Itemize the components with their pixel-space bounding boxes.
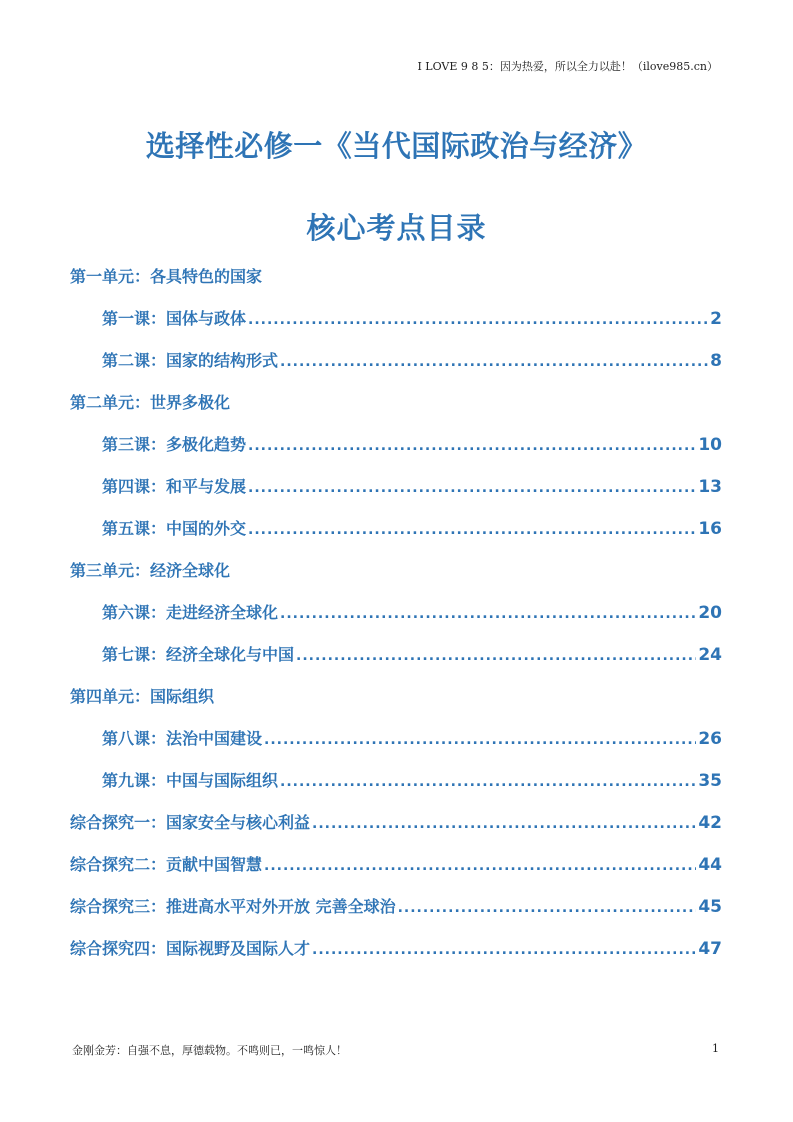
toc-entry-label: 第九课：中国与国际组织 [102, 771, 279, 790]
document-subtitle: 核心考点目录 [306, 211, 487, 245]
toc-page-number: 20 [698, 603, 722, 623]
footer-motto: 金刚金芳：自强不息，厚德载物。不鸣则已，一鸣惊人！ [72, 1044, 347, 1057]
footer-page-number: 1 [712, 1042, 719, 1055]
toc-entry-label: 第七课：经济全球化与中国 [102, 645, 295, 664]
toc-entry-label: 第五课：中国的外交 [102, 519, 247, 538]
toc-dot-leader [248, 471, 696, 505]
toc-entry-label: 第四课：和平与发展 [102, 477, 247, 496]
toc-dot-leader [312, 807, 696, 841]
toc-unit-row [70, 680, 722, 722]
toc-unit-row [70, 260, 722, 302]
toc-lesson-row[interactable] [70, 722, 722, 764]
toc-dot-leader [398, 891, 697, 925]
table-of-contents [70, 260, 722, 974]
toc-entry-label: 综合探究一：国家安全与核心利益 [70, 813, 311, 832]
toc-lesson-row[interactable] [70, 638, 722, 680]
toc-entry-label: 第四单元：国际组织 [70, 687, 215, 706]
toc-page-number: 45 [698, 897, 722, 917]
toc-topic-row[interactable] [70, 932, 722, 974]
toc-entry-label: 第二单元：世界多极化 [70, 393, 231, 412]
toc-page-number: 42 [698, 813, 722, 833]
toc-lesson-row[interactable] [70, 428, 722, 470]
toc-lesson-row[interactable] [70, 470, 722, 512]
toc-entry-label: 第八课：法治中国建设 [102, 729, 263, 748]
toc-dot-leader [312, 933, 696, 967]
toc-lesson-row[interactable] [70, 344, 722, 386]
toc-page-number: 10 [698, 435, 722, 455]
toc-lesson-row[interactable] [70, 302, 722, 344]
toc-entry-label: 综合探究三：推进高水平对外开放 完善全球治 [70, 897, 396, 916]
toc-topic-row[interactable] [70, 806, 722, 848]
toc-dot-leader [248, 429, 696, 463]
toc-lesson-row[interactable] [70, 764, 722, 806]
toc-page-number: 13 [698, 477, 722, 497]
toc-page-number: 16 [698, 519, 722, 539]
toc-topic-row[interactable] [70, 890, 722, 932]
toc-dot-leader [296, 639, 696, 673]
toc-page-number: 26 [698, 729, 722, 749]
toc-dot-leader [280, 345, 708, 379]
document-title: 选择性必修一《当代国际政治与经济》 [145, 129, 648, 163]
toc-dot-leader [248, 303, 708, 337]
toc-lesson-row[interactable] [70, 596, 722, 638]
toc-entry-label: 综合探究二：贡献中国智慧 [70, 855, 263, 874]
toc-entry-label: 第一单元：各具特色的国家 [70, 267, 263, 286]
toc-dot-leader [280, 597, 696, 631]
toc-page-number: 44 [698, 855, 722, 875]
toc-unit-row [70, 554, 722, 596]
toc-entry-label: 第六课：走进经济全球化 [102, 603, 279, 622]
toc-unit-row [70, 386, 722, 428]
toc-page-number: 8 [710, 351, 722, 371]
toc-dot-leader [264, 723, 696, 757]
toc-dot-leader [280, 765, 696, 799]
toc-lesson-row[interactable] [70, 512, 722, 554]
toc-page-number: 2 [710, 309, 722, 329]
toc-page-number: 24 [698, 645, 722, 665]
toc-entry-label: 第三课：多极化趋势 [102, 435, 247, 454]
toc-entry-label: 综合探究四：国际视野及国际人才 [70, 939, 311, 958]
toc-entry-label: 第一课：国体与政体 [102, 309, 247, 328]
toc-page-number: 47 [698, 939, 722, 959]
toc-page-number: 35 [698, 771, 722, 791]
toc-entry-label: 第二课：国家的结构形式 [102, 351, 279, 370]
toc-topic-row[interactable] [70, 848, 722, 890]
toc-dot-leader [264, 849, 696, 883]
toc-entry-label: 第三单元：经济全球化 [70, 561, 231, 580]
header-note: I LOVE 9 8 5：因为热爱，所以全力以赴！（ilove985.cn） [417, 60, 718, 73]
toc-dot-leader [248, 513, 696, 547]
